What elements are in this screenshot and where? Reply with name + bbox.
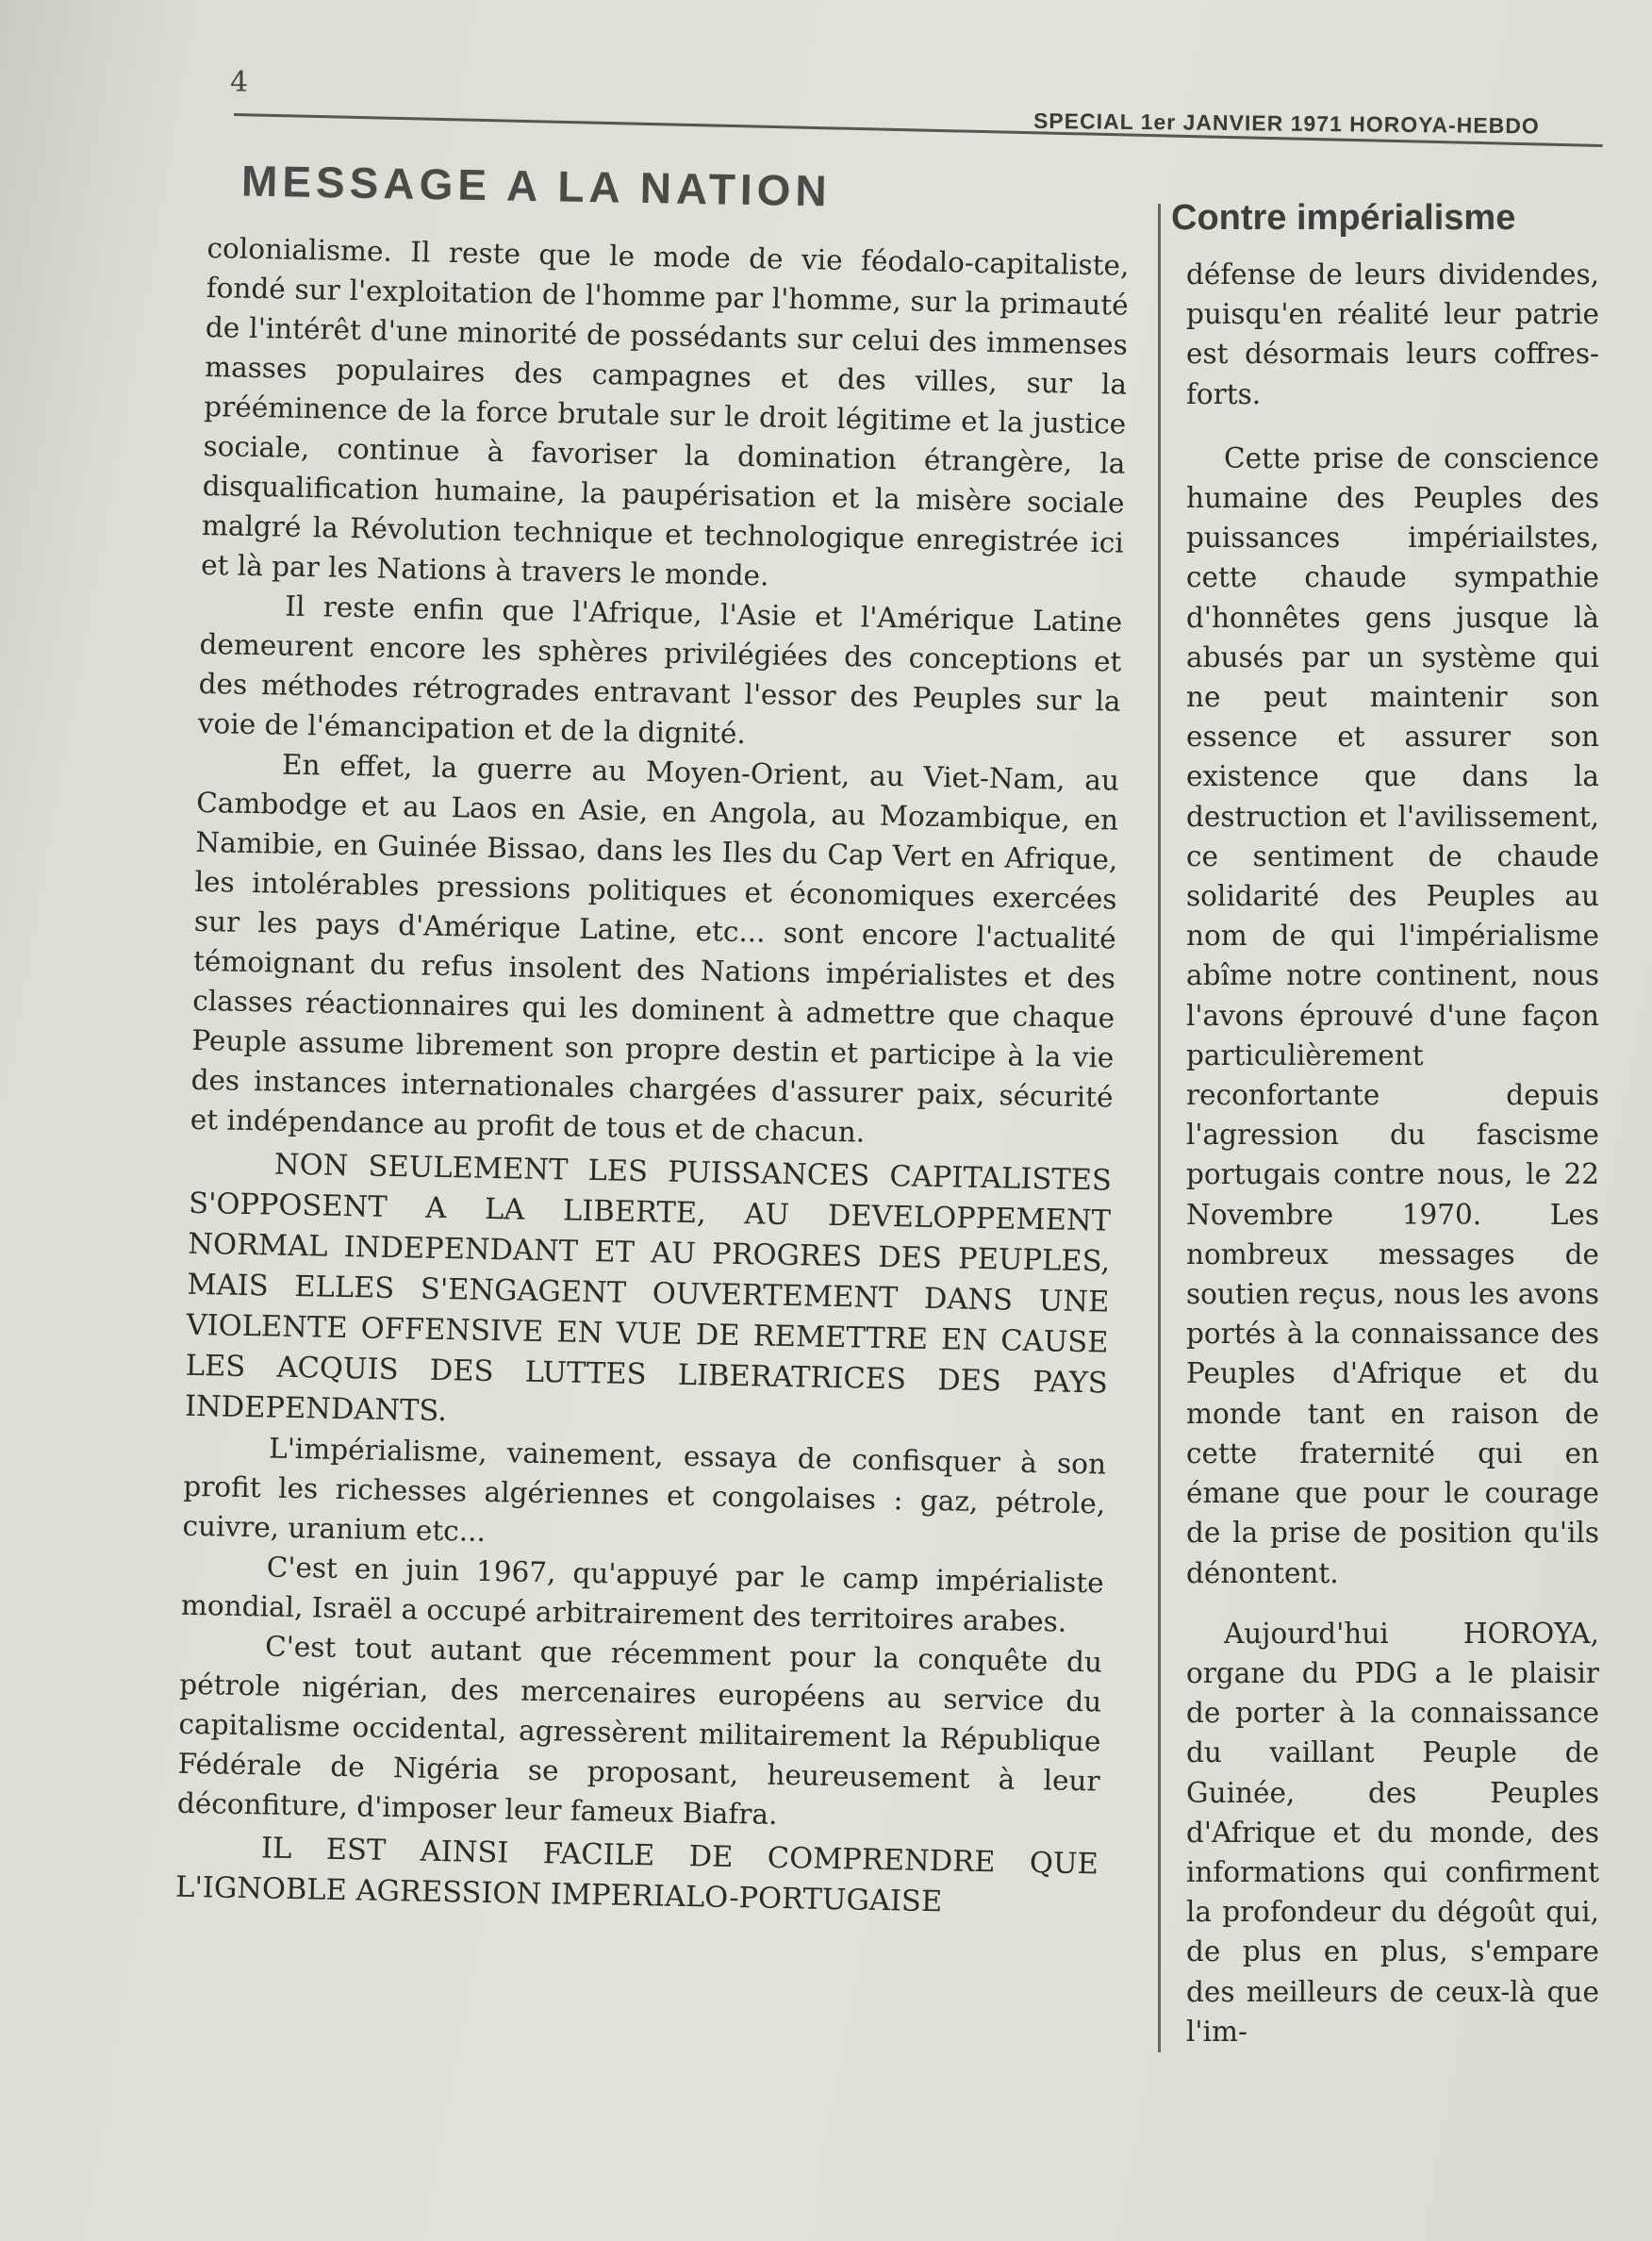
paragraph: défense de leurs dividendes, puisqu'en réalité leur patrie est désormais leurs coffres-forts. (1186, 258, 1599, 410)
paragraph-emphasis: IL EST AINSI FACILE DE COMPRENDRE QUE L'IGNOBLE AGRESSION IMPERIALO-PORTUGAISE (174, 1832, 1099, 1919)
side-article-body (1186, 255, 1599, 2072)
paragraph-emphasis: NON SEULEMENT LES PUISSANCES CAPITALISTES S'OPPOSENT A LA LIBERTE, AU DEVELOPPEMENT NORMAL INDEPENDANT ET AU PROGRES DES PEUPLES, MAIS ELLES S'ENGAGENT OUVERTEMENT DANS UNE VIOLENTE OFFENSIVE EN VUE DE REMETTRE EN CAUSE LES ACQUIS DES LUTTES LIBERATRICES DES PAYS INDEPENDANTS. (184, 1148, 1113, 1429)
paragraph: C'est en juin 1967, qu'appuyé par le camp impérialiste mondial, Israël a occupé arbitrairement des territoires arabes. (180, 1551, 1104, 1638)
running-header: SPECIAL 1er JANVIER 1971 HOROYA-HEBDO (1032, 108, 1540, 139)
paragraph: colonialisme. Il reste que le mode de vie féodalo-capitaliste, fondé sur l'exploitation de l'homme par l'homme, sur la primauté de l'intérêt d'une minorité de possédants sur celui des immenses masses populaires des campagnes et des villes, sur la prééminence de la force brutale sur le droit légitime et la justice sociale, continue à favoriser la domination étrangère, la disqualification humaine, la paupérisation et la misère sociale malgré la Révolution technique et technologique enregistrée ici et là par les Nations à travers le monde. (200, 231, 1130, 592)
paragraph: Cette prise de conscience humaine des Peuples des puissances impériailstes, cette chaude sympathie d'honnêtes gens jusque là abusés par un système qui ne peut maintenir son essence et assurer son existence que dans la destruction et l'avilissement, ce sentiment de chaude solidarité des Peuples au nom de qui l'impérialisme abîme notre continent, nous l'avons éprouvé d'une façon particulièrement reconfortante depuis l'agression du fascisme portugais contre nous, le 22 Novembre 1970. Les nombreux messages de soutien reçus, nous les avons portés à la connaissance des Peuples d'Afrique et du monde tant en raison de cette fraternité qui en émane que pour le courage de la prise de position qu'ils dénontent. (1186, 441, 1599, 1589)
main-headline: MESSAGE A LA NATION (240, 156, 833, 216)
main-article-body (175, 228, 1130, 1925)
side-article-title: Contre impérialisme (1171, 198, 1516, 238)
paragraph: L'impérialisme, vainement, essaya de confisquer à son profit les richesses algériennes et congolaises : gaz, pétrole, cuivre, uranium etc... (182, 1432, 1107, 1548)
paragraph: Il reste enfin que l'Afrique, l'Asie et l'Amérique Latine demeurent encore les sphères privilégiées des conceptions et des méthodes rétrogrades entravant l'essor des Peuples sur la voie de l'émancipation et de la dignité. (197, 589, 1123, 751)
page-number: 4 (230, 66, 249, 99)
paragraph: Aujourd'hui HOROYA, organe du PDG a le plaisir de porter à la connaissance du vaillant Peuple de Guinée, des Peuples d'Afrique et du monde, des informations qui confirment la profondeur du dégoût qui, de plus en plus, s'empare des meilleurs de ceux-là que l'im- (1186, 1617, 1599, 2048)
paragraph: C'est tout autant que récemment pour la conquête du pétrole nigérian, des mercenaires européens au service du capitalisme occidental, agressèrent militairement la République Fédérale de Nigéria se proposant, heureusement à leur déconfiture, d'imposer leur fameux Biafra. (176, 1630, 1103, 1831)
column-divider (1158, 204, 1161, 2052)
paragraph: En effet, la guerre au Moyen-Orient, au Viet-Nam, au Cambodge et au Laos en Asie, en Angola, au Mozambique, en Namibie, en Guinée Bissao, dans les Iles du Cap Vert en Afrique, les intolérables pressions politiques et économiques exercées sur les pays d'Amérique Latine, etc... sont encore l'actualité témoignant du refus insolent des Nations impérialistes et des classes réactionnaires qui les dominent à admettre que chaque Peuple assume librement son propre destin et participe à la vie des instances internationales chargées d'assurer paix, sécurité et indépendance au profit de tous et de chacun. (190, 748, 1120, 1149)
